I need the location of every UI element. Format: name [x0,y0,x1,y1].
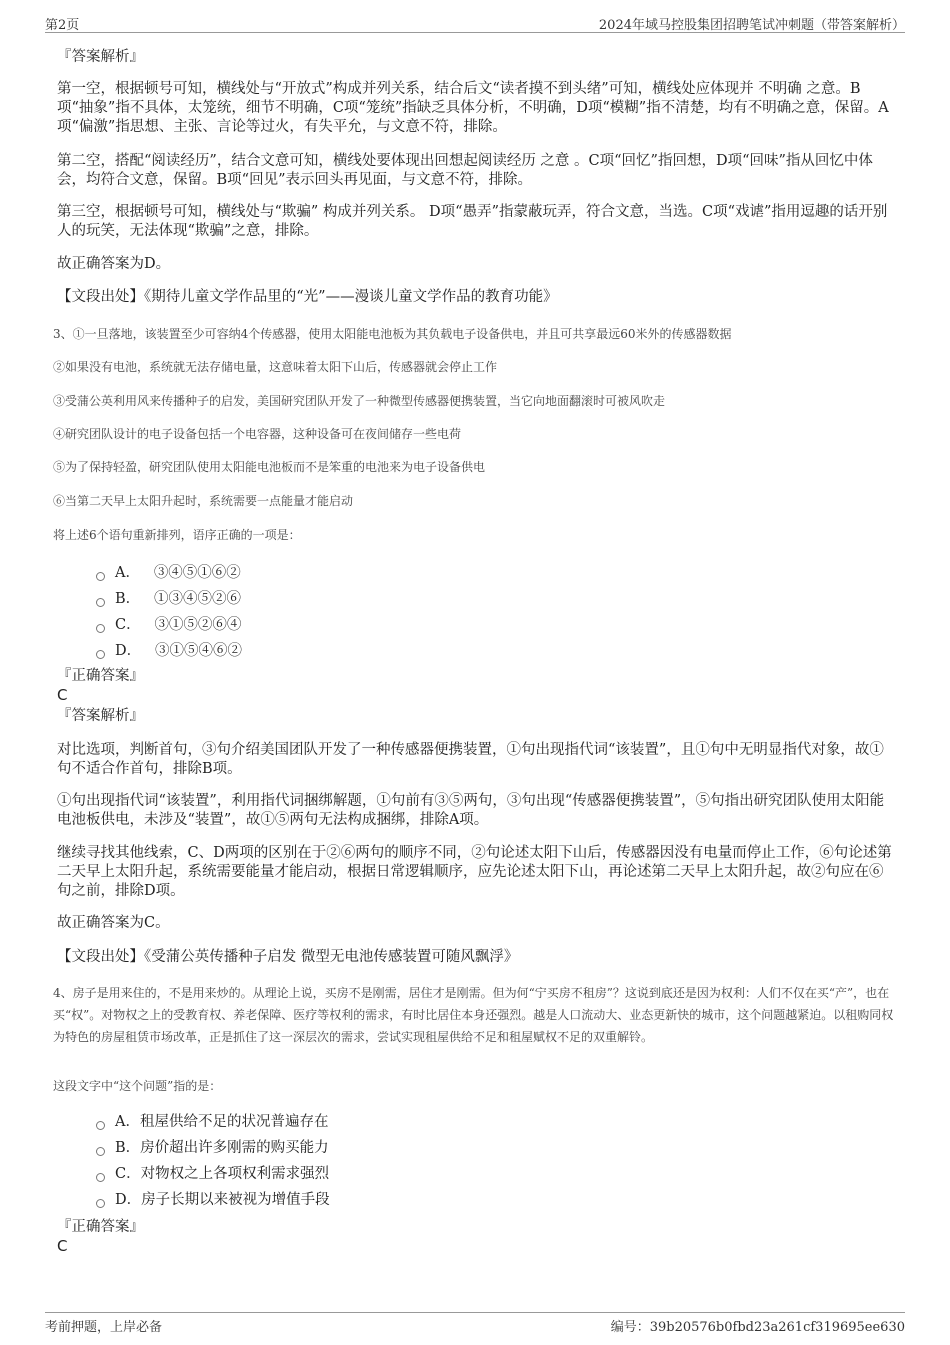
q3-source: 【文段出处】《受蒲公英传播种子启发 微型无电池传感装置可随风飘浮》 [57,949,519,965]
option-text: ③④⑤①⑥② [153,565,241,581]
option-key: D． [115,643,142,659]
q3-option-a[interactable] [96,563,241,583]
radio-icon[interactable] [96,1147,105,1156]
option-key: B． [115,1140,141,1156]
q4-prompt: 这段文字中“这个问题”指的是： [53,1079,222,1093]
q3-analysis-label: 『答案解析』 [57,708,144,724]
option-text: ①③④⑤②⑥ [153,591,241,607]
q2-analysis-p3: 第三空，根据顿号可知，横线处与“欺骗” 构成并列关系。 D项“愚弄”指蒙蔽玩弄，符合文意，当选。C项“戏谑”指用逗趣的话开别人的玩笑，无法体现“欺骗”之意，排除。 [57,204,888,239]
radio-icon[interactable] [96,1173,105,1182]
radio-icon[interactable] [96,1121,105,1130]
q3-sentence-4: ④研究团队设计的电子设备包括一个电容器，这种设备可在夜间储存一些电荷 [53,427,462,441]
q2-analysis-p1: 第一空，根据顿号可知，横线处与“开放式”构成并列关系，结合后文“读者摸不到头绪”可知，横线处应体现并 不明确 之意。B项“抽象”指不具体，太笼统，细节不明确，C项“笼统”指缺乏具体分析，不明确，D项“模糊”指不清楚，均有不明确之意，保留。A项“偏激”指思想、主张、言论等过火，有失平允，与文意不符，排除。 [57,81,889,135]
q2-source: 【文段出处】《期待儿童文学作品里的“光”——漫谈儿童文学作品的教育功能》 [57,289,558,305]
q4-answer-label: 『正确答案』 [57,1219,144,1235]
radio-icon[interactable] [96,624,105,633]
option-key: C． [115,1166,141,1182]
q2-analysis-p2: 第二空，搭配“阅读经历”，结合文意可知，横线处要体现出回想起阅读经历 之意 。C项“回忆”指回想，D项“回味”指从回忆中体会，均符合文意，保留。B项“回见”表示回头再见面，与文意不符，排除。 [57,153,873,188]
document-title: 2024年域马控股集团招聘笔试冲刺题（带答案解析） [598,18,905,33]
footer-slogan: 考前押题，上岸必备 [45,1320,163,1335]
q3-answer: C [57,686,68,704]
radio-icon[interactable] [96,1199,105,1208]
page-header [45,12,905,33]
q3-option-c[interactable] [96,615,241,635]
q3-analysis-p3: 继续寻找其他线索，C、D两项的区别在于②⑥两句的顺序不同，②句论述太阳下山后，传感器因没有电量而停止工作，⑥句论述第二天早上太阳升起，系统需要能量才能启动，根据日常逻辑顺序，应先论述太阳下山，再论述第二天早上太阳升起，故②句应在⑥句之前，排除D项。 [57,845,892,899]
document-id: 编号：39b20576b0fbd23a261cf319695ee630 [610,1320,905,1335]
option-text: 房价超出许多刚需的购买能力 [140,1140,329,1156]
option-key: A． [115,1114,140,1130]
option-key: B． [115,591,141,607]
option-key: A． [115,565,140,581]
option-key: C． [115,617,141,633]
option-text: 租屋供给不足的状况普遍存在 [139,1114,329,1130]
q3-option-b[interactable] [96,589,241,609]
q4-option-d[interactable] [96,1190,330,1210]
q3-analysis-p2: ①句出现指代词“该装置”，利用指代词捆绑解题，①句前有③⑤两句，③句出现“传感器便携装置”，⑤句指出研究团队使用太阳能电池板供电，未涉及“装置”，故①⑤两句无法构成捆绑，排除A项。 [57,793,885,828]
q4-answer: C [57,1237,68,1255]
q3-answer-label: 『正确答案』 [57,668,144,684]
q3-conclusion: 故正确答案为C。 [57,915,170,931]
q2-analysis-label: 『答案解析』 [57,49,144,65]
q3-sentence-1: 3、①一旦落地，该装置至少可容纳4个传感器，使用太阳能电池板为其负载电子设备供电，并且可共享最远60米外的传感器数据 [53,327,732,341]
page-footer [45,1312,905,1333]
q3-sentence-6: ⑥当第二天早上太阳升起时，系统需要一点能量才能启动 [53,494,354,508]
radio-icon[interactable] [96,650,105,659]
q3-prompt: 将上述6个语句重新排列，语序正确的一项是： [53,528,301,542]
q3-sentence-3: ③受蒲公英利用风来传播种子的启发，美国研究团队开发了一种微型传感器便携装置，当它向地面翻滚时可被风吹走 [53,394,666,408]
page-number: 第2页 [45,18,80,33]
radio-icon[interactable] [96,598,105,607]
q3-sentence-5: ⑤为了保持轻盈，研究团队使用太阳能电池板而不是笨重的电池来为电子设备供电 [53,460,486,474]
option-text: 对物权之上各项权利需求强烈 [140,1166,330,1182]
q4-stem: 4、房子是用来住的，不是用来炒的。从理论上说，买房不是刚需，居住才是刚需。但为何“宁买房不租房”？这说到底还是因为权利：人们不仅在买“产”，也在买“权”。对物权之上的受教育权、养老保障、医疗等权利的需求，有时比居住本身还强烈。越是人口流动大、业态更新快的城市，这个问题越紧迫。以租购同权为特色的房屋租赁市场改革，正是抓住了这一深层次的需求，尝试实现租屋供给不足和租屋赋权不足的双重解铃。 [53,986,894,1044]
q4-option-a[interactable] [96,1112,328,1132]
q3-analysis-p1: 对比选项，判断首句，③句介绍美国团队开发了一种传感器便携装置，①句出现指代词“该装置”，且①句中无明显指代对象，故①句不适合作首句，排除B项。 [57,742,884,777]
q2-conclusion: 故正确答案为D。 [57,256,171,272]
q4-option-c[interactable] [96,1164,329,1184]
radio-icon[interactable] [96,572,105,581]
q3-option-d[interactable] [96,641,242,661]
q3-sentence-2: ②如果没有电池，系统就无法存储电量，这意味着太阳下山后，传感器就会停止工作 [53,360,498,374]
option-key: D． [115,1192,142,1208]
q4-option-b[interactable] [96,1138,329,1158]
option-text: 房子长期以来被视为增值手段 [141,1192,330,1208]
option-text: ③①⑤②⑥④ [154,617,242,633]
option-text: ③①⑤④⑥② [154,643,242,659]
